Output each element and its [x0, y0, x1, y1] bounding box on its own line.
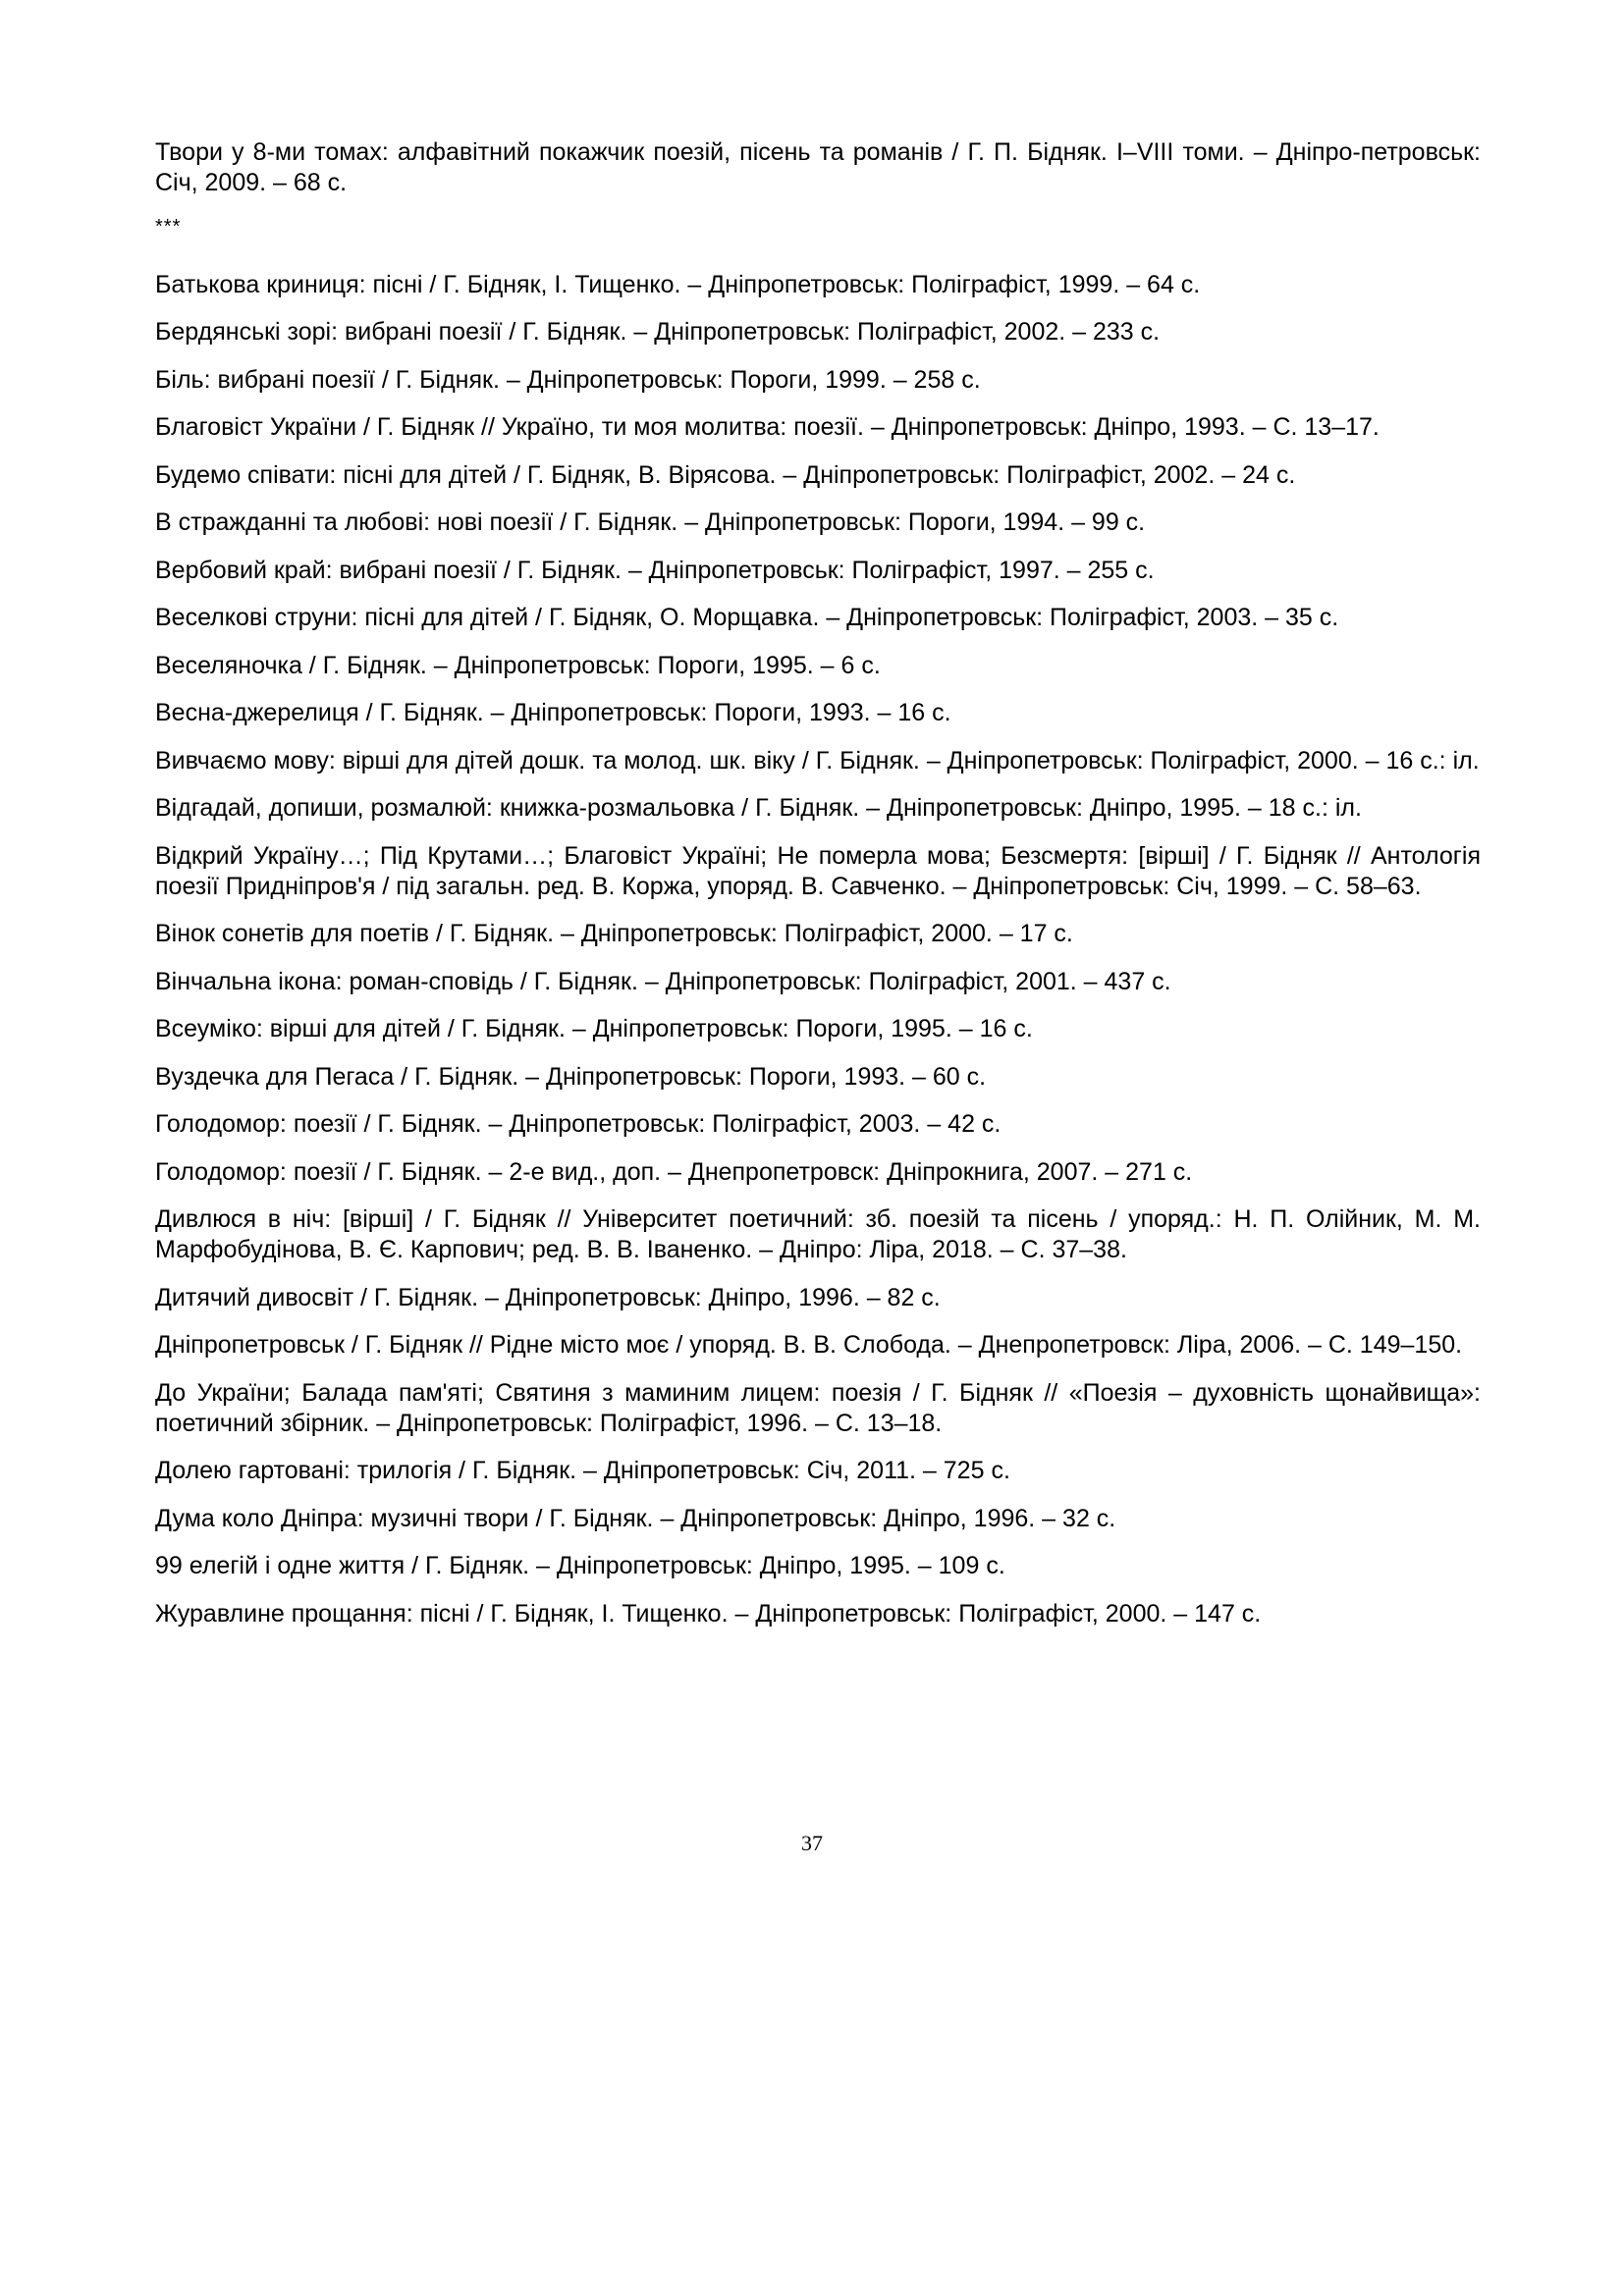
bibliography-entry: Всеуміко: вірші для дітей / Г. Бідняк. – Дніпропетровськ: Пороги, 1995. – 16 с. [155, 1015, 1033, 1042]
page-number: 37 [801, 1831, 823, 1855]
bibliography-entry: Голодомор: поезії / Г. Бідняк. – Дніпропетровськ: Поліграфіст, 2003. – 42 с. [155, 1110, 1001, 1138]
bibliography-entry: Відгадай, допиши, розмалюй: книжка-розмальовка / Г. Бідняк. – Дніпропетровськ: Дніпро, 1995. – 18 с.: іл. [155, 794, 1362, 822]
bibliography-entry: Веселяночка / Г. Бідняк. – Дніпропетровськ: Пороги, 1995. – 6 с. [155, 651, 881, 679]
bibliography-entry: Відкрий Україну…; Під Крутами…; Благовіст Україні; Не померла мова; Безсмертя: [вірші] / Г. Бідняк // Антологія поезії Придніпров'я / під загальн. ред. В. Коржа, упоряд. В. Савченко. – Дніпропетровськ: Січ, 1999. – С. 58–63. [155, 841, 1481, 900]
bibliography-entry: Вербовий край: вибрані поезії / Г. Бідняк. – Дніпропетровськ: Поліграфіст, 1997. – 255 с. [155, 556, 1155, 584]
bibliography-entry: Вінок сонетів для поетів / Г. Бідняк. – Дніпропетровськ: Поліграфіст, 2000. – 17 с. [155, 920, 1073, 947]
bibliography-content [155, 137, 1481, 1646]
header-entry: Твори у 8-ми томах: алфавітний покажчик поезій, пісень та романів / Г. П. Бідняк. I–VIII томи. – Дніпро-петровськ: Січ, 2009. – 68 с. [155, 138, 1481, 196]
bibliography-entry: Будемо співати: пісні для дітей / Г. Бідняк, В. Вірясова. – Дніпропетровськ: Поліграфіст, 2002. – 24 с. [155, 460, 1296, 489]
bibliography-entry: Журавлине прощання: пісні / Г. Бідняк, І. Тищенко. – Дніпропетровськ: Поліграфіст, 2000. – 147 с. [155, 1599, 1262, 1628]
bibliography-entry: Дніпропетровськ / Г. Бідняк // Рідне місто моє / упоряд. В. В. Слобода. – Днепропетровск: Ліра, 2006. – С. 149–150. [155, 1331, 1463, 1359]
bibliography-list [155, 270, 1481, 1629]
bibliography-entry: Благовіст України / Г. Бідняк // Україно, ти моя молитва: поезії. – Дніпропетровськ: Дніпро, 1993. – С. 13–17. [155, 413, 1380, 441]
bibliography-entry: Бердянські зорі: вибрані поезії / Г. Бідняк. – Дніпропетровськ: Поліграфіст, 2002. – 233 с. [155, 318, 1161, 346]
bibliography-entry: Дивлюся в ніч: [вірші] / Г. Бідняк // Університет поетичний: зб. поезій та пісень / упоряд.: Н. П. Олійник, М. М. Марфобудінова, В. Є. Карпович; ред. В. В. Іваненко. – Дніпро: Ліра, 2018. – С. 37–38. [155, 1205, 1481, 1263]
bibliography-entry: До України; Балада пам'яті; Святиня з маминим лицем: поезія / Г. Бідняк // «Поезія – духовність щонайвища»: поетичний збірник. – Дніпропетровськ: Поліграфіст, 1996. – С. 13–18. [155, 1378, 1481, 1437]
bibliography-entry: Вивчаємо мову: вірші для дітей дошк. та молод. шк. віку / Г. Бідняк. – Дніпропетровськ: Поліграфіст, 2000. – 16 с.: іл. [155, 746, 1480, 774]
bibliography-entry: 99 елегій і одне життя / Г. Бідняк. – Дніпропетровськ: Дніпро, 1995. – 109 с. [155, 1552, 1005, 1579]
bibliography-entry: Батькова криниця: пісні / Г. Бідняк, І. Тищенко. – Дніпропетровськ: Поліграфіст, 1999. – 64 с. [155, 270, 1201, 298]
bibliography-entry: Голодомор: поезії / Г. Бідняк. – 2-е вид., доп. – Днепропетровск: Дніпрокнига, 2007. – 271 с. [155, 1157, 1193, 1186]
bibliography-entry: Вінчальна ікона: роман-сповідь / Г. Бідняк. – Дніпропетровськ: Поліграфіст, 2001. – 437 с. [155, 967, 1171, 995]
bibliography-entry: Вуздечка для Пегаса / Г. Бідняк. – Дніпропетровськ: Пороги, 1993. – 60 с. [155, 1062, 987, 1091]
bibliography-entry: Біль: вибрані поезії / Г. Бідняк. – Дніпропетровськ: Пороги, 1999. – 258 с. [155, 365, 981, 394]
bibliography-entry: Дитячий дивосвіт / Г. Бідняк. – Дніпропетровськ: Дніпро, 1996. – 82 с. [155, 1283, 941, 1311]
bibliography-entry: Долею гартовані: трилогія / Г. Бідняк. – Дніпропетровськ: Січ, 2011. – 725 с. [155, 1457, 1010, 1484]
bibliography-entry: В стражданні та любові: нові поезії / Г. Бідняк. – Дніпропетровськ: Пороги, 1994. – 99 с. [155, 508, 1146, 536]
bibliography-entry: Дума коло Дніпра: музичні твори / Г. Бідняк. – Дніпропетровськ: Дніпро, 1996. – 32 с. [155, 1504, 1116, 1532]
section-separator: *** [155, 215, 182, 238]
bibliography-entry: Веселкові струни: пісні для дітей / Г. Бідняк, О. Морщавка. – Дніпропетровськ: Поліграфіст, 2003. – 35 с. [155, 604, 1339, 631]
bibliography-entry: Весна-джерелиця / Г. Бідняк. – Дніпропетровськ: Пороги, 1993. – 16 с. [155, 699, 951, 726]
